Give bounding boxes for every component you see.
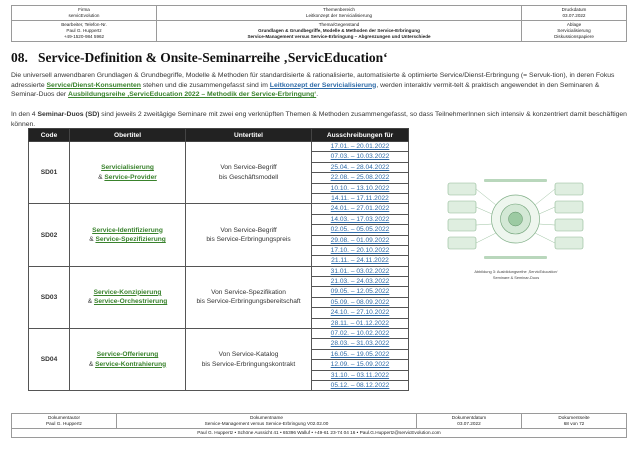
seminar-obertitel: Servicialisierung & Service-Provider [70,142,186,204]
obertitel-link-1[interactable]: Service-Offerierung [96,351,159,359]
date-link[interactable]: 22.08. – 25.08.2022 [312,173,408,183]
table-row [29,329,409,391]
document-header [11,5,627,42]
figure-caption: Abbildung 3: Ausbildungsreihe ‚ServicEducation‘ Seminare & Seminar-Duos [474,269,558,280]
seminar-code: SD02 [29,204,70,266]
obertitel-link-1[interactable]: Service-Identifizierung [92,226,163,234]
seminar-code: SD03 [29,266,70,328]
date-link[interactable]: 24.01. – 27.01.2022 [312,204,408,214]
seminar-untertitel: Von Service-Begriff bis Service-Erbringungspreis [186,204,312,266]
author-cell: Dokumentautor Paul G. Huppertz [12,414,117,429]
col-header-untertitel: Untertitel [186,129,312,142]
obertitel-link-2[interactable]: Service-Provider [104,173,157,181]
doc-name-cell: Dokumentname Service-Management versus Service-Erbringung V02.02.00 [117,414,417,429]
filing-cell: Ablage Servicialisierung Diskussionspapiere [522,21,627,42]
date-link[interactable]: 25.04. – 28.04.2022 [312,163,408,173]
print-date-cell: Druckdatum 03.07.2022 [522,6,627,21]
obertitel-link-1[interactable]: Service-Konzipierung [93,288,162,296]
date-link[interactable]: 28.03. – 31.03.2022 [312,339,408,349]
obertitel-link-2[interactable]: Service-Kontrahierung [95,360,167,368]
date-link[interactable]: 14.11. – 17.11.2022 [331,194,389,202]
date-link[interactable]: 31.01. – 03.02.2022 [312,267,408,277]
subject-cell: Thema/Gegenstand Grundlagen & Grundbegriffe, Modelle & Methoden der Service-Erbringung Service-Management versus Service-Erbringung – Abgrenzungen und Unterschiede [157,21,522,42]
seminar-untertitel: Von Service-Katalog bis Service-Erbringungskontrakt [186,329,312,391]
col-header-obertitel: Obertitel [70,129,186,142]
date-link[interactable]: 16.05. – 19.05.2022 [312,350,408,360]
date-link[interactable]: 29.08. – 01.09.2022 [312,236,408,246]
table-header-row [29,129,409,142]
firm-cell: Firma servicEvolution [12,6,157,21]
col-header-ausschreibungen: Ausschreibungen für [312,129,409,142]
table-row [29,204,409,266]
table-row [29,266,409,328]
seminar-untertitel: Von Service-Spezifikation bis Service-Erbringungsbereitschaft [186,266,312,328]
date-link[interactable]: 02.05. – 05.05.2022 [312,225,408,235]
seminar-dates [312,266,409,328]
seminar-code: SD01 [29,142,70,204]
date-link[interactable]: 17.10. – 20.10.2022 [312,246,408,256]
date-link[interactable]: 17.01. – 20.01.2022 [312,142,408,152]
seminar-dates [312,329,409,391]
date-link[interactable]: 05.09. – 08.09.2022 [312,298,408,308]
date-link[interactable]: 05.12. – 08.12.2022 [330,381,390,389]
col-header-code: Code [29,129,70,142]
date-link[interactable]: 07.03. – 10.03.2022 [312,152,408,162]
footer-address: Paul G. Huppertz • Schöne Aussicht 41 • 65396 Walluf • +49-61 23-74 04 16 • Paul.G.Huppertz@servicEvolution.com [12,429,627,438]
seminar-obertitel: Service-Identifizierung & Service-Spezifizierung [70,204,186,266]
date-link[interactable]: 09.05. – 12.05.2022 [312,287,408,297]
date-link[interactable]: 12.09. – 15.09.2022 [312,360,408,370]
seminar-untertitel: Von Service-Begriff bis Geschäftsmodell [186,142,312,204]
topic-cell: Themenbereich Leitkonzept der Servicialisierung [157,6,522,21]
date-link[interactable]: 28.11. – 01.12.2022 [330,319,390,327]
section-heading: 08. Service-Definition & Onsite-Seminarreihe ‚ServicEducation‘ [11,50,388,65]
seminar-duo-paragraph: In den 4 Seminar-Duos (SD) sind jeweils 2 zweitägige Seminare mit zwei eng verknüpften Themen & Methoden zusammengefasst, so dass TeilnehmerInnen sich intensiv & konzentriert damit beschäftigen können. [11,111,627,128]
intro-paragraph: Die universell anwendbaren Grundlagen & Grundbegriffe, Modelle & Methoden für standardisierte & rationalisierte, automatisierte & optimierte Service/Dienst-Erbringung (= Servuk-tion), in deren Fokus adressierte Service/Dienst-Konsumenten stehen und die zusammengefasst sind im Leitkonzept der Servicialisierung, werden interaktiv vermit-telt & praktisch angewendet in den Seminaren & Seminar-Duos der Ausbildungsreihe ‚ServicEducation 2022 – Methodik der Service-Erbringung‘. [11,72,615,99]
seminar-code: SD04 [29,329,70,391]
editor-cell: Bearbeiter, Telefon-Nr. Paul G. Huppertz +49-1520-984 5962 [12,21,157,42]
seminar-dates [312,142,409,204]
date-link[interactable]: 21.11. – 24.11.2022 [331,257,389,265]
obertitel-link-2[interactable]: Service-Spezifizierung [95,236,166,244]
obertitel-link-1[interactable]: Servicialisierung [101,164,154,172]
link-service-konsumenten[interactable]: Service/Dienst-Konsumenten [46,81,141,89]
seminar-obertitel: Service-Offerierung & Service-Kontrahierung [70,329,186,391]
seminar-obertitel: Service-Konzipierung & Service-Orchestrierung [70,266,186,328]
doc-date-cell: Dokumentdatum 03.07.2022 [417,414,522,429]
link-leitkonzept[interactable]: Leitkonzept der Servicialisierung [269,81,377,89]
date-link[interactable]: 21.03. – 24.03.2022 [312,277,408,287]
date-link[interactable]: 10.10. – 13.10.2022 [312,184,408,194]
seminar-dates [312,204,409,266]
table-row [29,142,409,204]
seminar-diagram-figure [444,177,587,262]
date-link[interactable]: 31.10. – 03.11.2022 [312,371,408,381]
obertitel-link-2[interactable]: Service-Orchestrierung [93,298,168,306]
date-link[interactable]: 07.02. – 10.02.2022 [312,329,408,339]
link-ausbildungsreihe[interactable]: Ausbildungsreihe ‚ServicEducation 2022 – Methodik der Service-Erbringung‘ [68,91,317,99]
doc-page-cell: Dokumentseite 68 von 72 [522,414,627,429]
document-footer [11,413,627,438]
date-link[interactable]: 24.10. – 27.10.2022 [312,308,408,318]
seminar-table [28,128,409,391]
date-link[interactable]: 14.03. – 17.03.2022 [312,215,408,225]
seminar-diagram-image [444,177,587,262]
